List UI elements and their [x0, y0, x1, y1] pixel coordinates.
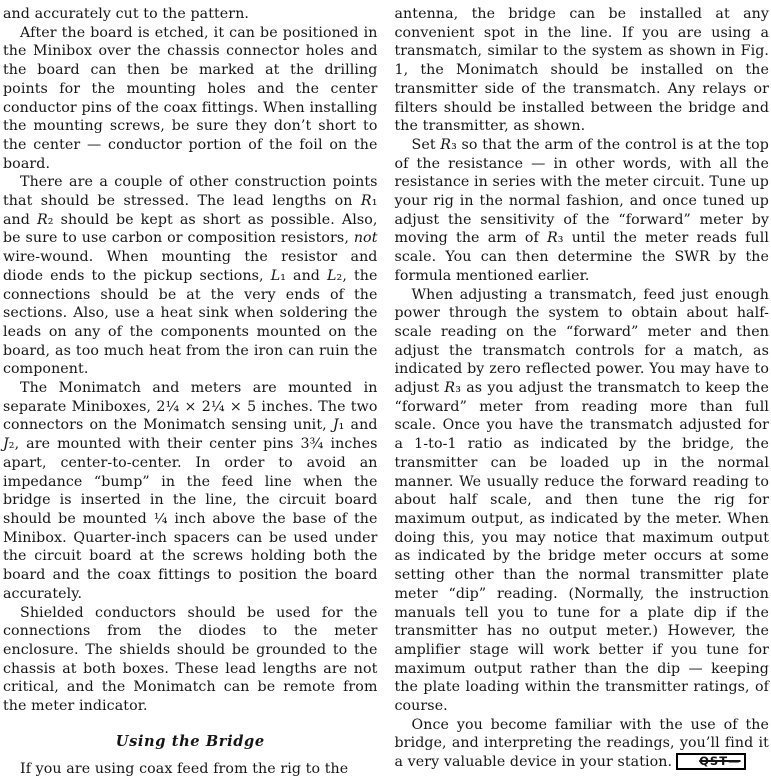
- paragraph: antenna, the bridge can be installed at any convenient spot in the line. If you are using a transmatch, similar to the system as shown in Fig. 1, the Monimatch should be installed on the transmitter side of the transmatch. Any relays or filters should be installed between the bridge and the transmitter, as shown.: [394, 6, 769, 135]
- paragraph: and accurately cut to the pattern.: [3, 6, 250, 22]
- paragraph: Shielded conductors should be used for the connections from the diodes to the meter enclosure. The shields should be grounded to the chassis at both boxes. These lead lengths are not critical, and the Monimatch can be remote from the meter indicator.: [3, 604, 378, 715]
- paragraph: Once you become familiar with the use of the bridge, and interpreting the readings, you’ll find it a very valuable device in your station. QST—: [394, 716, 769, 771]
- paragraph: When adjusting a transmatch, feed just enough power through the system to obtain about half-scale reading on the “forward” meter and then adjust the transmatch controls for a match, as indicated by zero reflected power. You may have to adjust R₃ as you adjust the transmatch to keep the “forward” meter from reading more than full scale. Once you have the transmatch adjusted for a 1-to-1 ratio as indicated by the bridge, the transmitter can be loaded up in the normal manner. We usually reduce the forward reading to about half scale, and then tune the rig for maximum output, as indicated by the meter. When doing this, you may notice that maximum output as indicated by the bridge meter occurs at some setting other than the normal transmitter plate meter “dip” reading. (Normally, the instruction manuals tell you to tune for a plate dip if the transmitter has no output meter.) However, the amplifier stage will work better if you tune for maximum output rather than the dip — keeping the plate loading within the transmitter ratings, of course.: [394, 286, 769, 715]
- paragraph: After the board is etched, it can be positioned in the Minibox over the chassis connector holes and the board can then be marked at the drilling points for the mounting holes and the center conductor pins of the coax fittings. When installing the mounting screws, be sure they don’t short to the center — conductor portion of the foil on the board.: [3, 24, 378, 172]
- paragraph: Set R₃ so that the arm of the control is at the top of the resistance — in other words, with all the resistance in series with the meter circuit. Tune up your rig in the normal fashion, and once tuned up adjust the sensitivity of the “forward” meter by moving the arm of R₃ until the meter reads full scale. You can then determine the SWR by the formula mentioned earlier.: [394, 136, 770, 284]
- paragraph: If you are using coax feed from the rig to the: [20, 761, 349, 778]
- qst-end-mark: QST—: [676, 753, 745, 770]
- text-column-right: [394, 5, 770, 771]
- text-column-left: [3, 5, 378, 778]
- paragraph: The Monimatch and meters are mounted in separate Miniboxes, 2¼ × 2¼ × 5 inches. The two connectors on the Monimatch sensing unit, J₁ and J₂, are mounted with their center pins 3¾ inches apart, center-to-center. In order to avoid an impedance “bump” in the feed line when the bridge is inserted in the line, the circuit board should be mounted ¼ inch above the base of the Minibox. Quarter-inch spacers can be used under the circuit board at the screws holding both the board and the coax fittings to position the board accurately.: [3, 380, 378, 602]
- section-heading: Using the Bridge: [115, 732, 265, 750]
- paragraph: There are a couple of other construction points that should be stressed. The lead lengths on R₁ and R₂ should be kept as short as possible. Also, be sure to use carbon or composition resistors, not wire-wound. When mounting the resistor and diode ends to the pickup sections, L₁ and L₂, the connections should be at the very ends of the sections. Also, use a heat sink when soldering the leads on any of the components mounted on the board, as too much heat from the iron can ruin the component.: [3, 174, 378, 378]
